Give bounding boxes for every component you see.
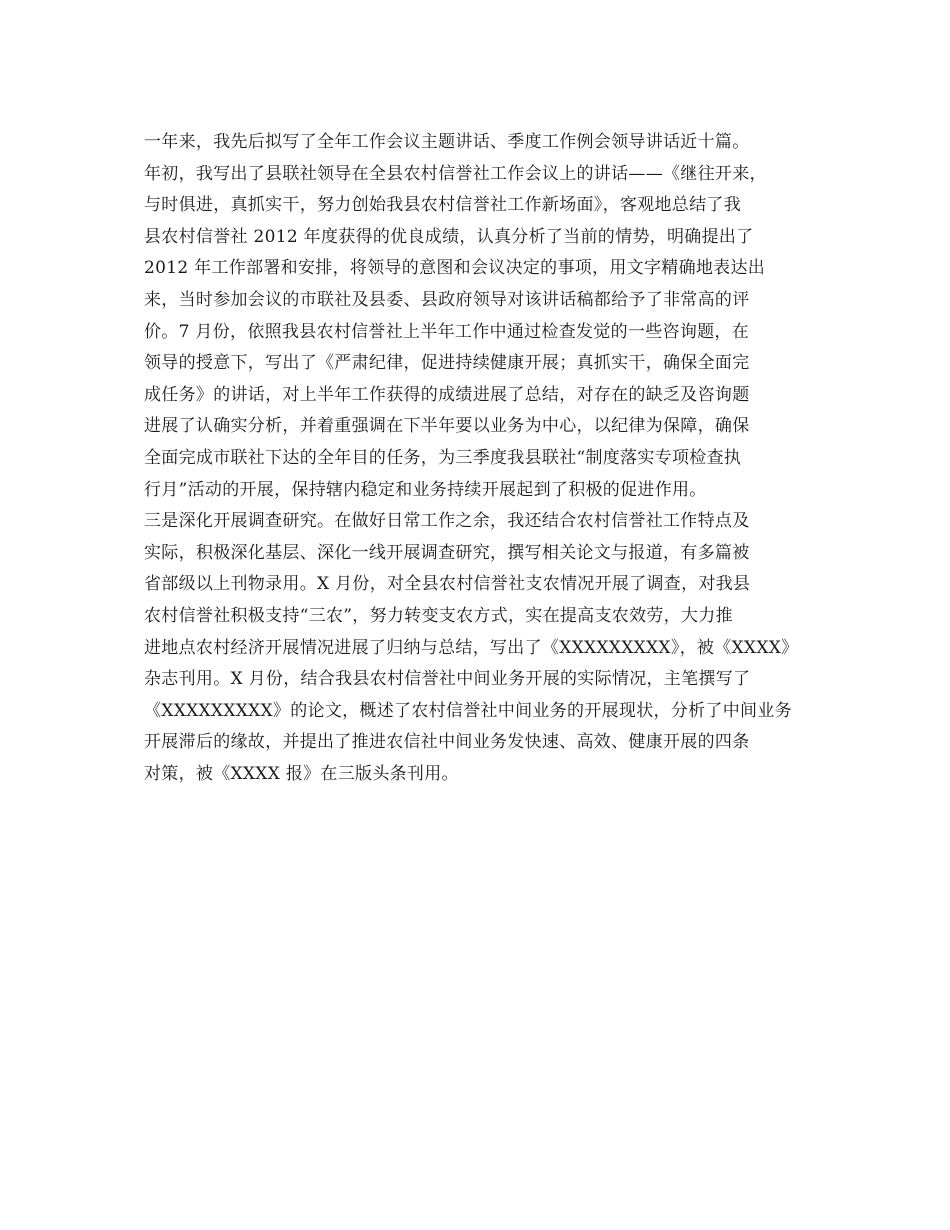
text-line: 2012 年工作部署和安排，将领导的意图和会议决定的事项，用文字精确地表达出 <box>144 258 766 279</box>
text-line: 《XXXXXXXXX》的论文，概述了农村信誉社中间业务的开展现状，分析了中间业务 <box>144 700 792 721</box>
text-line: 价。7 月份，依照我县农村信誉社上半年工作中通过检查发觉的一些咨询题，在 <box>144 321 750 342</box>
text-line: 进地点农村经济开展情况进展了归纳与总结，写出了《XXXXXXXXX》，被《XXXX》 <box>144 637 799 658</box>
text-line: 三是深化开展调查研究。在做好日常工作之余，我还结合农村信誉社工作特点及 <box>144 511 750 532</box>
text-line: 全面完成市联社下达的全年目的任务，为三季度我县联社“制度落实专项检查执 <box>144 447 742 468</box>
text-line: 实际，积极深化基层、深化一线开展调查研究，撰写相关论文与报道，有多篇被 <box>144 542 750 563</box>
text-line: 领导的授意下，写出了《严肃纪律，促进持续健康开展；真抓实干，确保全面完 <box>144 353 750 374</box>
text-line: 农村信誉社积极支持“三农”，努力转变支农方式，实在提高支农效劳，大力推 <box>144 605 733 626</box>
body-text <box>144 127 844 790</box>
text-line: 对策，被《XXXX 报》在三版头条刊用。 <box>144 763 459 784</box>
text-line: 来，当时参加会议的市联社及县委、县政府领导对该讲话稿都给予了非常高的评 <box>144 289 750 310</box>
text-line: 成任务》的讲话，对上半年工作获得的成绩进展了总结，对存在的缺乏及咨询题 <box>144 384 750 405</box>
text-line: 进展了认确实分析，并着重强调在下半年要以业务为中心，以纪律为保障，确保 <box>144 416 750 437</box>
text-line: 一年来，我先后拟写了全年工作会议主题讲话、季度工作例会领导讲话近十篇。 <box>144 132 750 152</box>
text-line: 年初，我写出了县联社领导在全县农村信誉社工作会议上的讲话——《继往开来， <box>144 163 767 184</box>
text-line: 行月”活动的开展，保持辖内稳定和业务持续开展起到了积极的促进作用。 <box>144 479 707 500</box>
text-line: 开展滞后的缘故，并提出了推进农信社中间业务发快速、高效、健康开展的四条 <box>144 732 750 753</box>
text-line: 县农村信誉社 2012 年度获得的优良成绩，认真分析了当前的情势，明确提出了 <box>144 226 754 247</box>
text-line: 省部级以上刊物录用。X 月份，对全县农村信誉社支农情况开展了调查，对我县 <box>144 574 751 595</box>
text-line: 杂志刊用。X 月份，结合我县农村信誉社中间业务开展的实际情况，主笔撰写了 <box>144 669 751 690</box>
text-line: 与时俱进，真抓实干，努力创始我县农村信誉社工作新场面》，客观地总结了我 <box>144 195 741 216</box>
